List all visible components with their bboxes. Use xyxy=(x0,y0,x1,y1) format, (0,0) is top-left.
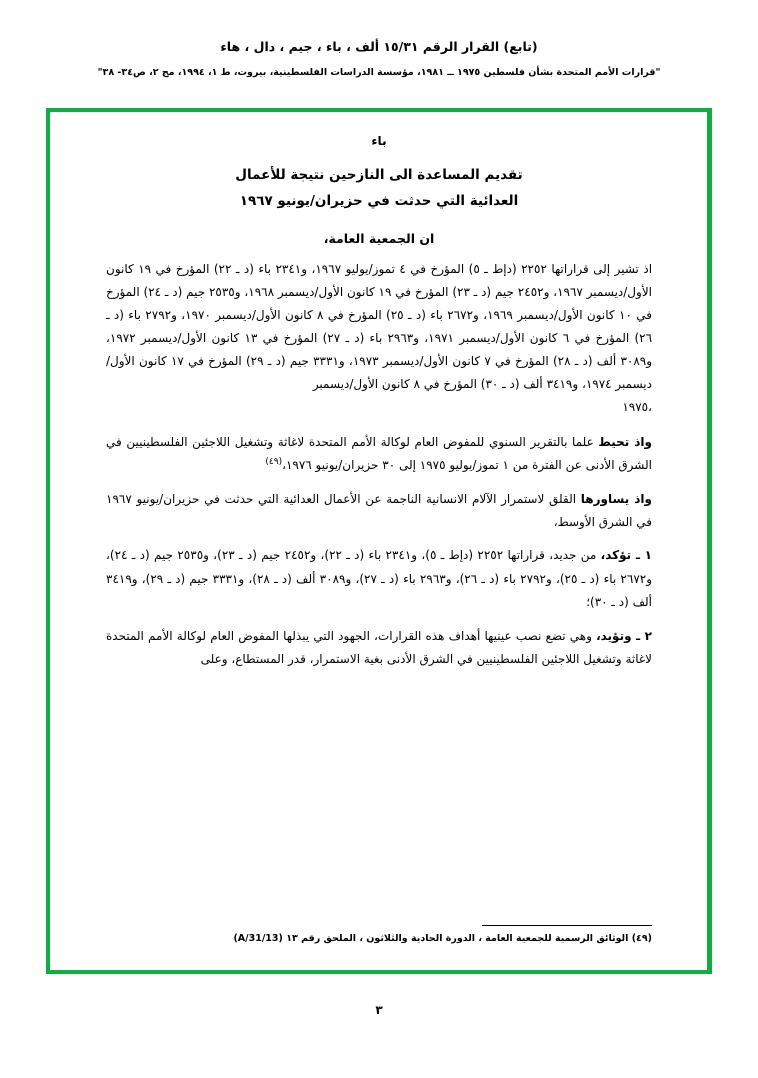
operative-item-1 xyxy=(106,544,652,614)
green-border-frame xyxy=(46,108,712,974)
paragraph-concern xyxy=(106,488,652,535)
footnote-marker: (٤٩) xyxy=(265,457,283,468)
paragraph-concern-lead: واذ يساورها xyxy=(580,491,652,506)
paragraph-concern-text: القلق لاستمرار الآلام الانسانية الناجمة عن الأعمال العدائية التي حدثت في حزيران/يونيو ١٩٦٧ في الشرق الأوسط، xyxy=(106,491,652,530)
document-title-line1: تقديم المساعدة الى النازحين نتيجة للأعمال xyxy=(235,167,523,183)
page-number: ٣ xyxy=(375,1003,383,1017)
operative-item-2 xyxy=(106,625,652,672)
preamble-lead: ان الجمعية العامة، xyxy=(323,230,435,246)
document-title-line2: العدائية التي حدثت في حزيران/يونيو ١٩٦٧ xyxy=(239,193,519,210)
header-source-citation: "قرارات الأمم المتحدة بشأن فلسطين ١٩٧٥ ــ ١٩٨١، مؤسسة الدراسات الفلسطينية، بيروت، ط ١، ١٩٩٤، مج ٢، ص٣٤- ٣٨" xyxy=(97,66,661,78)
paragraph-note-text: علما بالتقرير السنوي للمفوض العام لوكالة الأمم المتحدة لاغاثة وتشغيل اللاجئين الفلسطينيين في الشرق الأدنى عن الفترة من ١ تموز/يوليو ١٩٧٥ إلى ٣٠ حزيران/يونيو ١٩٧٦، xyxy=(106,434,652,473)
document-body xyxy=(106,128,652,956)
section-letter: باء xyxy=(371,134,387,148)
paragraph-note-lead: واذ تحيط xyxy=(598,434,653,449)
page-header xyxy=(0,0,758,80)
paragraph-references-text: اذ تشير إلى قراراتها ٢٢٥٢ (دإط ـ ٥) المؤرخ في ٤ تموز/يوليو ١٩٦٧، و٢٣٤١ باء (د ـ ٢٢) المؤرخ في ١٩ كانون الأول/ديسمبر ١٩٦٧، و٢٤٥٢ جيم (د ـ ٢٣) المؤرخ في ١٩ كانون الأول/ديسمبر ١٩٦٨، و٢٥٣٥ جيم (د ـ ٢٤) المؤرخ في ١٠ كانون الأول/ديسمبر ١٩٦٩، و٢٦٧٢ باء (د ـ ٢٥) المؤرخ في ٨ كانون الأول/ديسمبر ١٩٧٠، و٢٧٩٢ باء (د ـ ٢٦) المؤرخ في ٦ كانون الأول/ديسمبر ١٩٧١، و٢٩٦٣ باء (د ـ ٢٧) المؤرخ في ١٣ كانون الأول/ديسمبر ١٩٧٢، و٣٠٨٩ ألف (د ـ ٢٨) المؤرخ في ٧ كانون الأول/ديسمبر ١٩٧٣، و٣٣٣١ جيم (د ـ ٢٩) المؤرخ في ١٧ كانون الأول/ديسمبر ١٩٧٤، و٣٤١٩ ألف (د ـ ٣٠) المؤرخ في ٨ كانون الأول/ديسمبر xyxy=(106,261,653,391)
paragraph-references-tail: ،١٩٧٥ xyxy=(622,399,652,414)
operative-item-2-lead: ٢ ـ وتؤيد، xyxy=(596,628,652,643)
footnote-area xyxy=(106,925,652,944)
operative-item-1-lead: ١ ـ تؤكد، xyxy=(600,548,652,563)
operative-item-2-text: وهي تضع نصب عينيها أهداف هذه القرارات، الجهود التي يبذلها المفوض العام لوكالة الأمم المتحدة لاغاثة وتشغيل اللاجئين الفلسطينيين في الشرق الأدنى بغية الاستمرار، قدر المستطاع، وعلى xyxy=(106,628,652,666)
footnote-text: (٤٩) الوثائق الرسمية للجمعية العامة ، الدورة الحادية والثلاثون ، الملحق رقم ١٣ (A/31/13) xyxy=(233,933,652,944)
footnote-separator xyxy=(482,925,652,926)
header-title: (تابع) القرار الرقم ١٥/٣١ ألف ، باء ، جيم ، دال ، هاء xyxy=(220,39,538,54)
document-title xyxy=(106,162,652,215)
operative-item-1-text: من جديد، قراراتها ٢٢٥٢ (دإط ـ ٥)، و٢٣٤١ باء (د ـ ٢٢)، و٢٤٥٢ جيم (د ـ ٢٣)، و٢٥٣٥ جيم (د ـ ٢٤)، و٢٦٧٢ باء (د ـ ٢٥)، و٢٧٩٢ باء (د ـ ٢٦)، و٢٩٦٣ باء (د ـ ٢٧)، و٣٠٨٩ ألف (د ـ ٢٨)، و٣٣٣١ جيم (د ـ ٢٩)، و٣٤١٩ ألف (د ـ ٣٠)؛ xyxy=(106,548,652,610)
paragraph-note xyxy=(106,431,652,478)
paragraph-references xyxy=(106,258,652,419)
